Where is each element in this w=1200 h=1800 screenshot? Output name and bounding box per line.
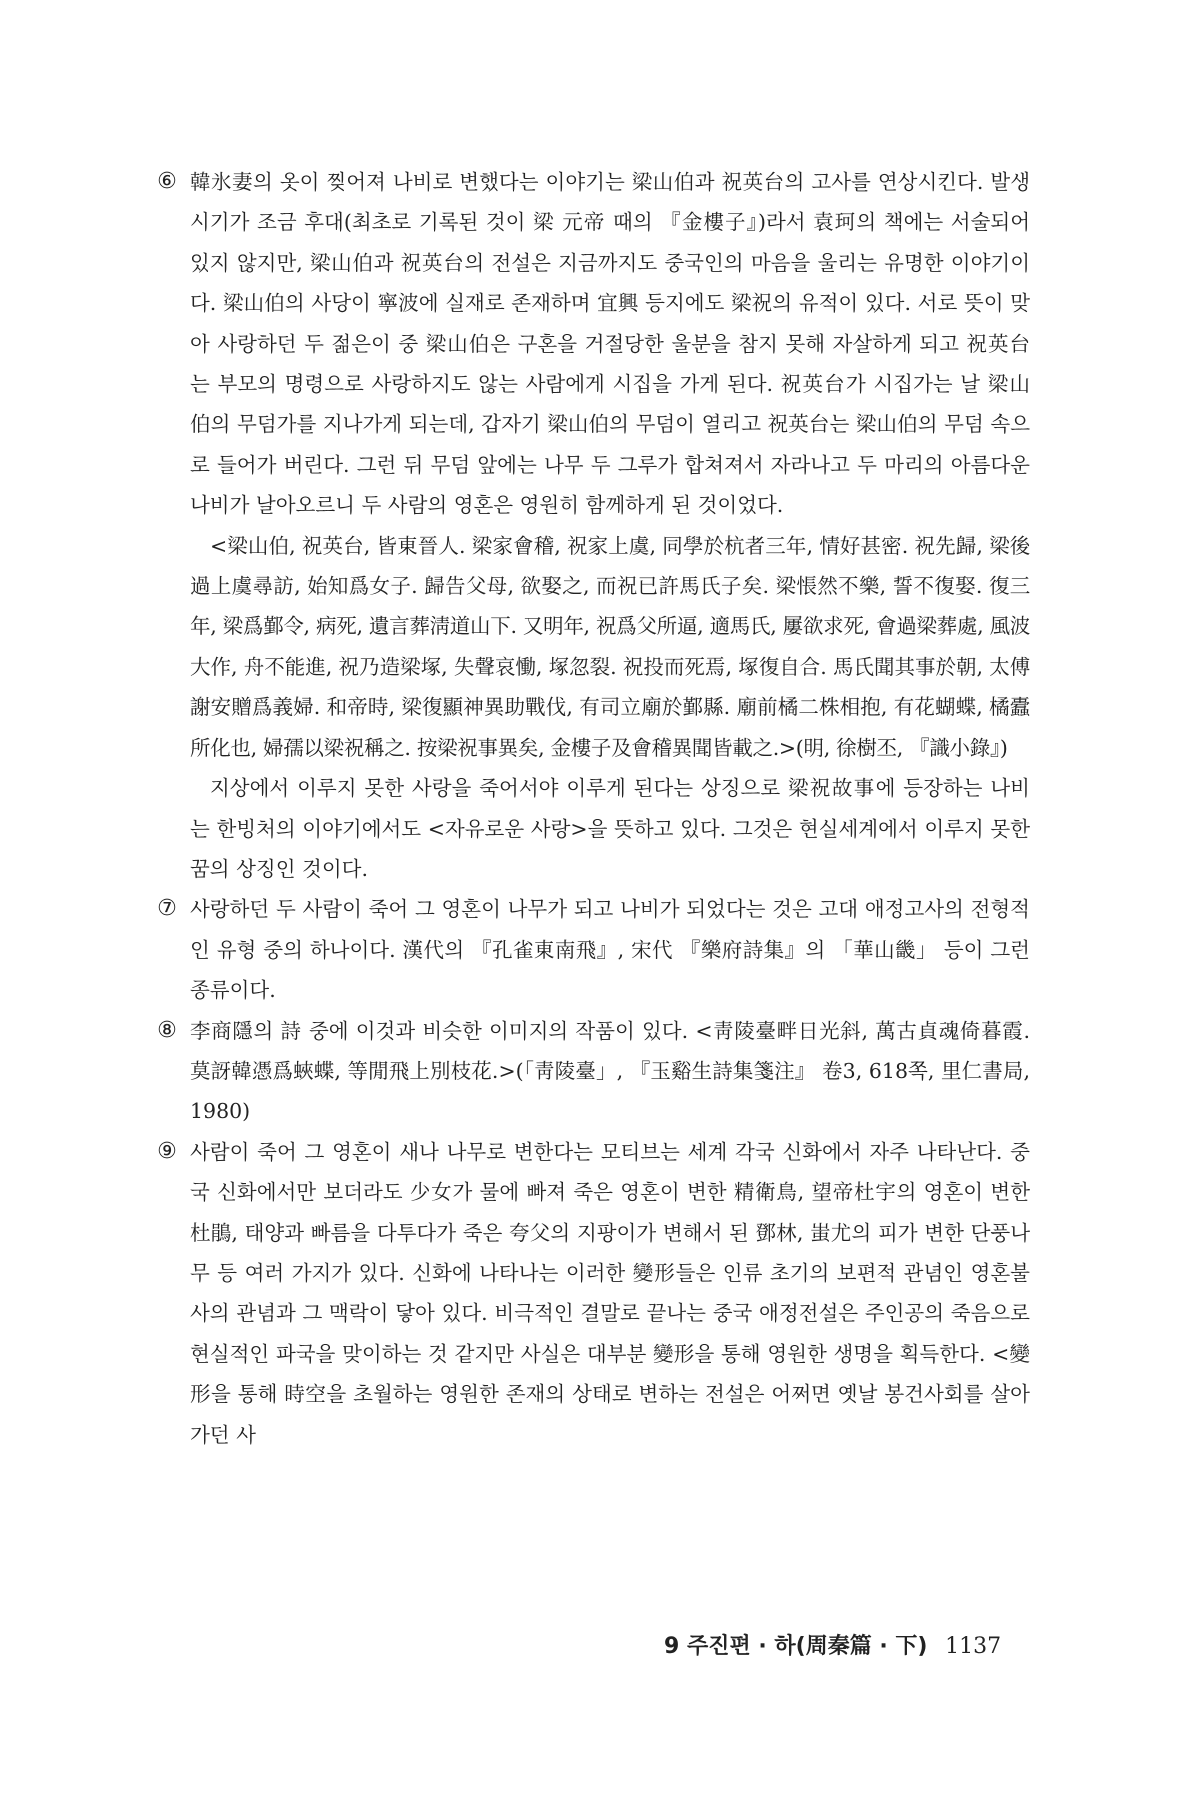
note-text: 사랑하던 두 사람이 죽어 그 영혼이 나무가 되고 나비가 되었다는 것은 고대 애정고사의 전형적인 유형 중의 하나이다. 漢代의 『孔雀東南飛』, 宋代 『樂府詩集』의 「華山畿」 등이 그런 종류이다.	[190, 897, 1030, 1003]
classical-quote: <梁山伯, 祝英台, 皆東晉人. 梁家會稽, 祝家上虞, 同學於杭者三年, 情好甚密. 祝先歸, 梁後過上虞尋訪, 始知爲女子. 歸告父母, 欲娶之, 而祝已許馬氏子矣. 梁悵然不樂, 誓不復娶. 復三年, 梁爲鄞令, 病死, 遺言葬淸道山下. 又明年, 祝爲父所逼, 適馬氏, 屢欲求死, 會過梁葬處, 風波大作, 舟不能進, 祝乃造梁塚, 失聲哀慟, 塚忽裂. 祝投而死焉, 塚復自合. 馬氏聞其事於朝, 太傅謝安贈爲義婦. 和帝時, 梁復顯神異助戰伐, 有司立廟於鄞縣. 廟前橘二株相抱, 有花蝴蝶, 橘蠹所化也, 婦孺以梁祝稱之. 按梁祝事異矣, 金樓子及會稽異聞皆載之.>(明, 徐樹丕, 『識小錄』)	[190, 533, 1030, 760]
note-7	[152, 889, 1030, 1010]
note-number: ⑨	[157, 1138, 177, 1164]
note-number: ⑧	[157, 1017, 177, 1043]
note-6	[152, 162, 1030, 526]
note-follow-paragraph: 지상에서 이루지 못한 사랑을 죽어서야 이루게 된다는 상징으로 梁祝故事에 등장하는 나비는 한빙처의 이야기에서도 <자유로운 사랑>을 뜻하고 있다. 그것은 현실세계에서 이루지 못한 꿈의 상징인 것이다.	[190, 776, 1030, 881]
page-body	[152, 162, 1030, 1455]
page-footer	[664, 1629, 1001, 1660]
page-number: 1137	[945, 1634, 1002, 1659]
note-number: ⑥	[157, 169, 177, 194]
note-number: ⑦	[157, 896, 177, 922]
note-text: 韓氷妻의 옷이 찢어져 나비로 변했다는 이야기는 梁山伯과 祝英台의 고사를 연상시킨다. 발생시기가 조금 후대(최초로 기록된 것이 梁 元帝 때의 『金樓子』)라서 袁珂의 책에는 서술되어 있지 않지만, 梁山伯과 祝英台의 전설은 지금까지도 중국인의 마음을 울리는 유명한 이야기이다. 梁山伯의 사당이 寧波에 실재로 존재하며 宜興 등지에도 梁祝의 유적이 있다. 서로 뜻이 맞아 사랑하던 두 젊은이 중 梁山伯은 구혼을 거절당한 울분을 참지 못해 자살하게 되고 祝英台는 부모의 명령으로 사랑하지도 않는 사람에게 시집을 가게 된다. 祝英台가 시집가는 날 梁山伯의 무덤가를 지나가게 되는데, 갑자기 梁山伯의 무덤이 열리고 祝英台는 梁山伯의 무덤 속으로 들어가 버린다. 그런 뒤 무덤 앞에는 나무 두 그루가 합쳐져서 자라나고 두 마리의 아름다운 나비가 날아오르니 두 사람의 영혼은 영원히 함께하게 된 것이었다.	[190, 170, 1030, 518]
note-text: 사람이 죽어 그 영혼이 새나 나무로 변한다는 모티브는 세계 각국 신화에서 자주 나타난다. 중국 신화에서만 보더라도 少女가 물에 빠져 죽은 영혼이 변한 精衛鳥, 望帝杜宇의 영혼이 변한 杜鵑, 태양과 빠름을 다투다가 죽은 夸父의 지팡이가 변해서 된 鄧林, 蚩尤의 피가 변한 단풍나무 등 여러 가지가 있다. 신화에 나타나는 이러한 變形들은 인류 초기의 보편적 관념인 영혼불사의 관념과 그 맥락이 닿아 있다. 비극적인 결말로 끝나는 중국 애정전설은 주인공의 죽음으로 현실적인 파국을 맞이하는 것 같지만 사실은 대부분 變形을 통해 영원한 생명을 획득한다. <變形을 통해 時空을 초월하는 영원한 존재의 상태로 변하는 전설은 어쩌면 옛날 봉건사회를 살아가던 사	[190, 1139, 1030, 1447]
note-9	[152, 1132, 1030, 1455]
note-8	[152, 1011, 1030, 1132]
section-title: 9 주진편 · 하(周秦篇 · 下)	[664, 1634, 928, 1659]
note-text: 李商隱의 詩 중에 이것과 비슷한 이미지의 작품이 있다. <靑陵臺畔日光斜, 萬古貞魂倚暮霞. 莫訝韓憑爲蛺蝶, 等閒飛上別枝花.>(「靑陵臺」, 『玉谿生詩集箋注』 卷3, 618쪽, 里仁書局, 1980)	[190, 1018, 1030, 1124]
